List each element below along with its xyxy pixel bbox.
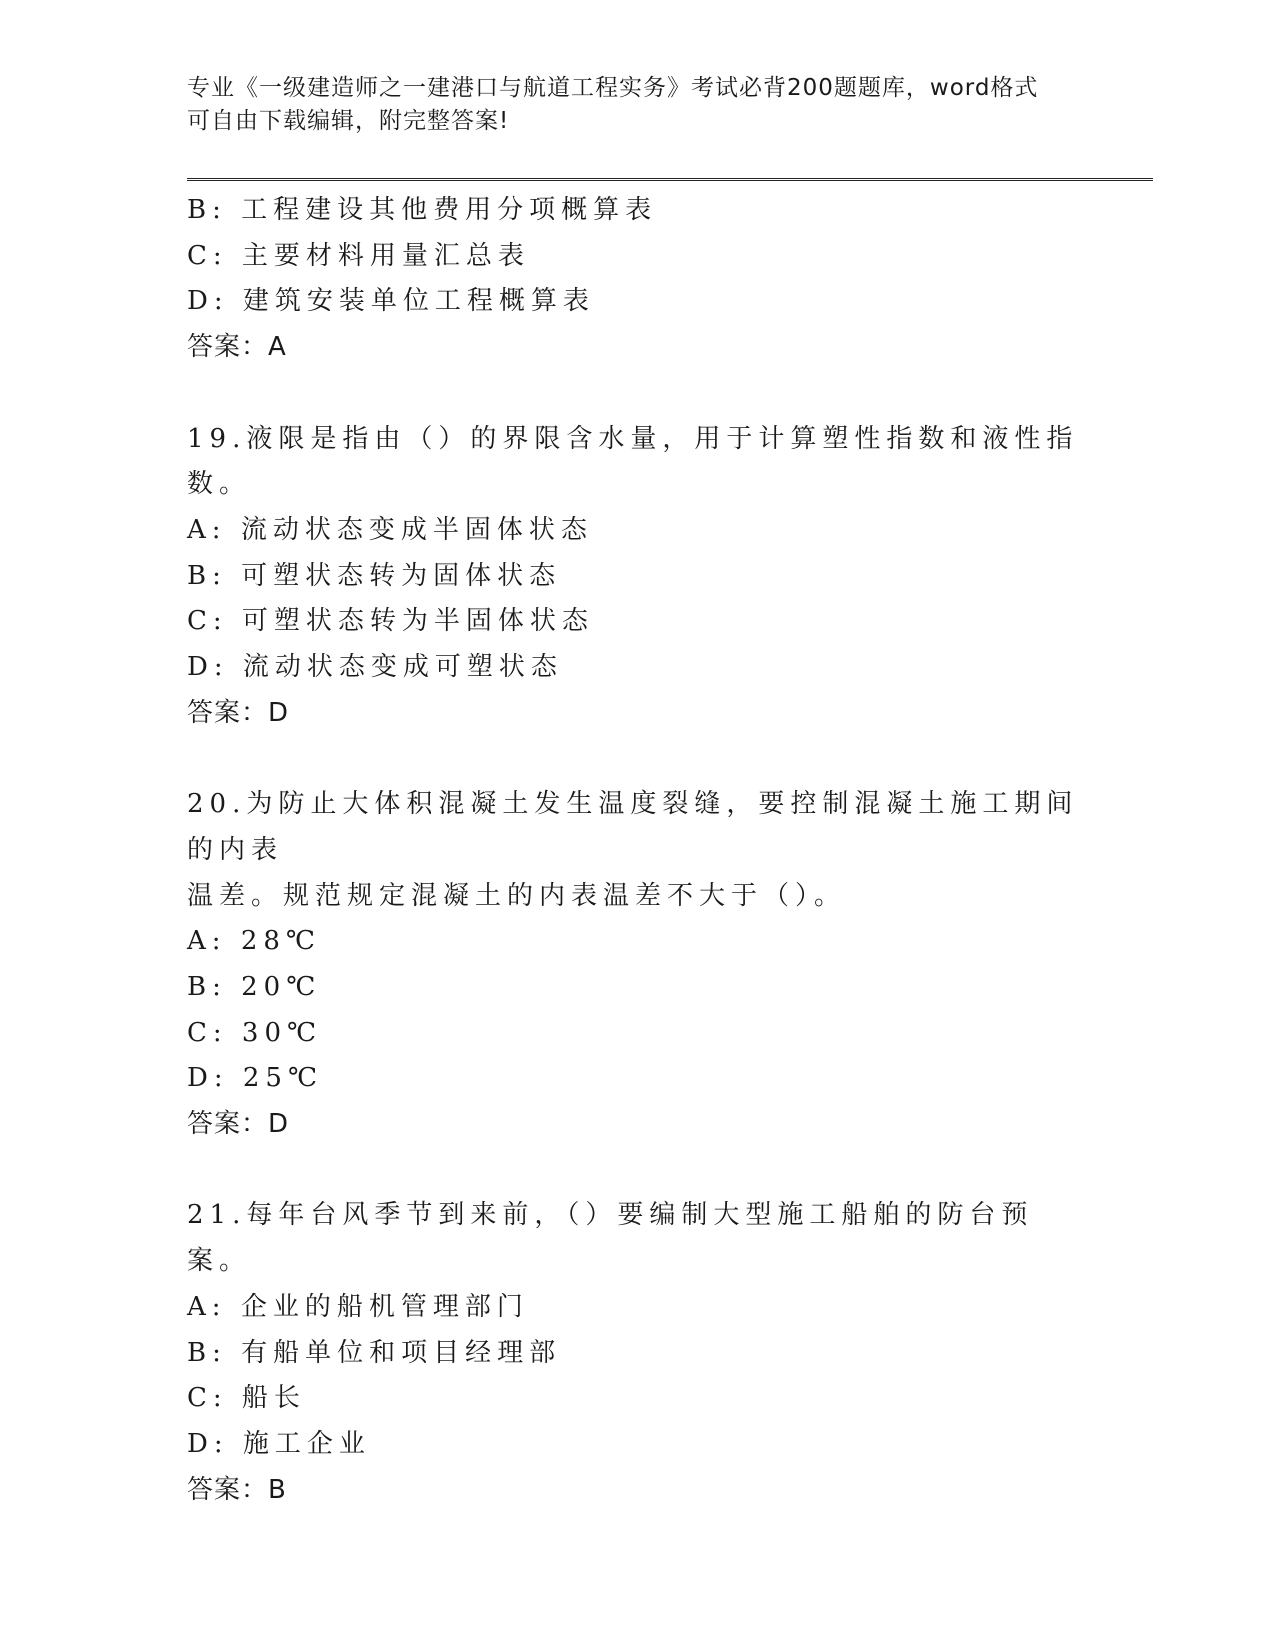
option-c — [187, 599, 1087, 645]
option-a — [187, 919, 1087, 965]
header-divider — [187, 178, 1153, 183]
option-text: 20℃ — [241, 971, 322, 1002]
option-label: B: — [187, 1337, 227, 1368]
option-text: 30℃ — [241, 1017, 323, 1048]
spacer — [187, 1148, 1087, 1194]
option-label: B: — [187, 971, 227, 1002]
option-c — [187, 1011, 1087, 1057]
spacer — [187, 371, 1087, 417]
option-label: D: — [187, 652, 229, 683]
option-b — [187, 1331, 1087, 1377]
option-label: C: — [187, 606, 228, 637]
option-text: 企业的船机管理部门 — [240, 1291, 529, 1322]
question-20 — [187, 782, 1087, 1148]
option-text: 流动状态变成可塑状态 — [242, 652, 563, 683]
option-c — [187, 234, 1087, 280]
option-label: A: — [187, 926, 227, 957]
option-text: 流动状态变成半固体状态 — [240, 514, 593, 545]
answer-line: 答案：D — [187, 1109, 290, 1140]
answer-line: 答案：A — [187, 332, 287, 363]
option-label: C: — [187, 1017, 228, 1048]
option-b — [187, 188, 1087, 234]
question-21 — [187, 1193, 1087, 1513]
answer-line: 答案：B — [187, 1474, 287, 1505]
option-text: 有船单位和项目经理部 — [241, 1337, 562, 1368]
option-a — [187, 508, 1087, 554]
header-title-line-1: 专业《一级建造师之一建港口与航道工程实务》考试必背200题题库，word格式 — [187, 75, 1039, 101]
question-stem-line-2: 温差。规范规定混凝土的内表温差不大于（）。 — [187, 880, 847, 911]
question-content — [187, 188, 1087, 1513]
option-c — [187, 1376, 1087, 1422]
option-text: 25℃ — [242, 1063, 324, 1094]
option-text: 工程建设其他费用分项概算表 — [241, 195, 658, 225]
option-label: A: — [187, 1291, 227, 1322]
option-d — [187, 1422, 1087, 1468]
option-label: B: — [187, 195, 227, 225]
option-label: C: — [187, 1383, 228, 1414]
option-text: 建筑安装单位工程概算表 — [242, 286, 595, 317]
option-d — [187, 1056, 1087, 1102]
option-label: D: — [187, 1428, 229, 1459]
option-text: 船长 — [241, 1383, 306, 1414]
option-label: D: — [187, 1063, 229, 1094]
option-b — [187, 965, 1087, 1011]
question-19 — [187, 417, 1087, 737]
option-b — [187, 554, 1087, 600]
option-label: C: — [187, 240, 228, 271]
option-text: 28℃ — [240, 926, 321, 957]
option-text: 施工企业 — [242, 1428, 371, 1459]
question-18-continuation — [187, 188, 1087, 371]
question-stem: 21.每年台风季节到来前，（）要编制大型施工船舶的防台预案。 — [187, 1200, 1034, 1277]
spacer — [187, 736, 1087, 782]
option-text: 可塑状态转为固体状态 — [241, 560, 562, 591]
option-text: 可塑状态转为半固体状态 — [241, 606, 594, 637]
question-stem: 19.液限是指由（）的界限含水量，用于计算塑性指数和液性指数。 — [187, 423, 1079, 500]
header-title-line-2: 可自由下载编辑，附完整答案! — [187, 108, 510, 134]
answer-line: 答案：D — [187, 697, 290, 728]
option-d — [187, 645, 1087, 691]
option-label: A: — [187, 514, 227, 545]
document-header — [187, 72, 1087, 138]
option-a — [187, 1285, 1087, 1331]
option-text: 主要材料用量汇总表 — [241, 240, 530, 271]
question-stem-line-1: 20.为防止大体积混凝土发生温度裂缝，要控制混凝土施工期间的内表 — [187, 789, 1079, 865]
option-d — [187, 279, 1087, 325]
option-label: D: — [187, 286, 229, 317]
option-label: B: — [187, 560, 227, 591]
